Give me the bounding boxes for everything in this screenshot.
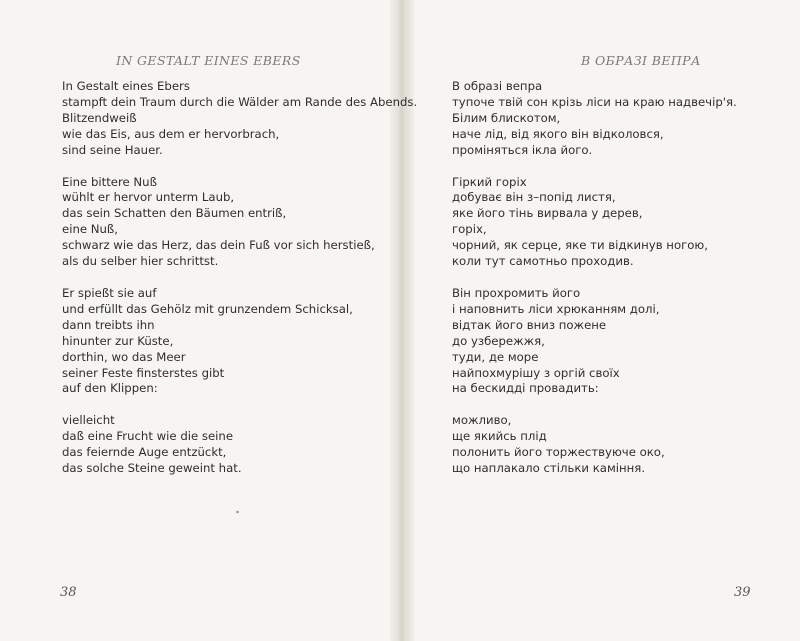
poem-line: на бескидді провадить: xyxy=(452,381,599,396)
poem-line: коли тут самотньо проходив. xyxy=(452,254,634,269)
stanza xyxy=(452,286,737,397)
poem-line: туди, де море xyxy=(452,349,539,364)
poem-line: яке його тінь вирвала у дерев, xyxy=(452,206,643,221)
poem-line: hinunter zur Küste, xyxy=(62,333,174,348)
poem-line: полонить його торжествуюче око, xyxy=(452,445,665,460)
poem-line: und erfüllt das Gehölz mit grunzendem Schicksal, xyxy=(62,301,353,316)
poem-line: das sein Schatten den Bäumen entriß, xyxy=(62,206,287,221)
poem-line: можливо, xyxy=(452,413,512,428)
poem-line: wie das Eis, aus dem er hervorbrach, xyxy=(62,126,280,141)
poem-line: наче лід, від якого він відколовся, xyxy=(452,126,664,141)
poem-line: горіх, xyxy=(452,222,487,237)
stanza xyxy=(452,175,737,270)
poem-line: eine Nuß, xyxy=(62,222,118,237)
page-number-right: 39 xyxy=(734,585,751,600)
poem-line: добуває він з–попід листя, xyxy=(452,190,616,205)
poem-line: чорний, як серце, яке ти відкинув ногою, xyxy=(452,238,708,253)
poem-title-ukrainian: В ОБРАЗІ ВЕПРА xyxy=(581,53,701,68)
poem-line: ще якийсь плід xyxy=(452,429,547,444)
poem-ukrainian xyxy=(452,79,737,493)
poem-line: Eine bittere Nuß xyxy=(62,174,157,189)
paper-speck xyxy=(236,511,239,513)
poem-line: seiner Feste finsterstes gibt xyxy=(62,365,225,380)
stanza xyxy=(62,286,417,397)
poem-line: stampft dein Traum durch die Wälder am Rande des Abends. xyxy=(62,94,418,109)
stanza xyxy=(62,175,417,270)
poem-line: Er spießt sie auf xyxy=(62,285,157,300)
poem-line: Гіркий горіх xyxy=(452,174,527,189)
stanza xyxy=(62,413,417,477)
poem-line: і наповнить ліси хрюканням долі, xyxy=(452,301,660,316)
poem-line: відтак його вниз пожене xyxy=(452,317,607,332)
poem-line: auf den Klippen: xyxy=(62,381,158,396)
stanza xyxy=(62,79,417,159)
poem-line: В образі вепра xyxy=(452,79,543,93)
poem-line: schwarz wie das Herz, das dein Fuß vor sich herstieß, xyxy=(62,238,375,253)
poem-line: In Gestalt eines Ebers xyxy=(62,79,190,93)
stanza xyxy=(452,413,737,477)
poem-line: найпохмурішу з оргій своїх xyxy=(452,365,620,380)
poem-line: sind seine Hauer. xyxy=(62,142,163,157)
poem-german xyxy=(62,79,417,493)
poem-line: als du selber hier schrittst. xyxy=(62,254,219,269)
poem-line: das solche Steine geweint hat. xyxy=(62,461,242,476)
poem-line: Він прохромить його xyxy=(452,285,581,300)
poem-line: dann treibts ihn xyxy=(62,317,155,332)
poem-line: Білим блискотом, xyxy=(452,110,561,125)
poem-line: Blitzendweiß xyxy=(62,110,137,125)
poem-line: daß eine Frucht wie die seine xyxy=(62,429,234,444)
page-number-left: 38 xyxy=(60,585,77,600)
poem-line: vielleicht xyxy=(62,413,115,428)
poem-line: wühlt er hervor unterm Laub, xyxy=(62,190,235,205)
poem-line: що наплакало стільки каміння. xyxy=(452,461,646,476)
poem-line: das feiernde Auge entzückt, xyxy=(62,445,227,460)
poem-line: тупоче твій сон крізь ліси на краю надвечір'я. xyxy=(452,94,737,109)
stanza xyxy=(452,79,737,159)
poem-line: до узбережжя, xyxy=(452,333,545,348)
poem-title-german: IN GESTALT EINES EBERS xyxy=(116,53,301,68)
poem-line: dorthin, wo das Meer xyxy=(62,349,186,364)
poem-line: проміняться ікла його. xyxy=(452,142,593,157)
